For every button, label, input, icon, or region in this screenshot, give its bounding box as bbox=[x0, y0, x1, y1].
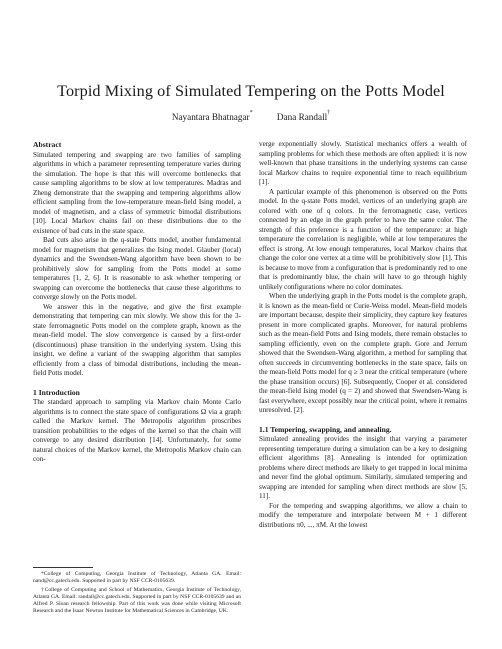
author-2 bbox=[277, 112, 330, 122]
footnote-1: *College of Computing, Georgia Institute of Technology, Atlanta GA. Email: nand@cc.gatech.edu. Supported in part by NSF CCR-0105639. bbox=[33, 571, 241, 585]
right-paragraph-2: A particular example of this phenomenon is observed on the Potts model. In the q-state Potts model, vertices of an underlying graph are colored with one of q colors. In the ferromagnetic case, vertices connected by an edge in the graph prefer to have the same color. The strength of this preference is a function of the temperature: at high temperature the correlation is negligible, while at low temperatures the effect is strong. At low enough temperatures, local Markov chains that change the color one vertex at a time will be prohibitively slow [1]. This is because to move from a configuration that is predominantly red to one that is predominantly blue, the chain will have to go through highly unlikely configurations where no color dominates. bbox=[259, 187, 467, 291]
right-paragraph-3: When the underlying graph in the Potts model is the complete graph, it is known as the mean-field or Curie-Weiss model. Mean-field models are important because, despite their simplicity, they capture key features present in more complicated graphs. Moreover, for natural problems such as the mean-field Potts and Ising models, there remain obstacles to sampling efficiently, even on the complete graph. Gore and Jerrum showed that the Swendsen-Wang algorithm, a method for sampling that often succeeds in circumventing bottlenecks in the state space, fails on the mean-field Potts model for q ≥ 3 near the critical temperature (where the phase transition occurs) [6]. Subsequently, Cooper et al. considered the mean-field Ising model (q = 2) and showed that Swendsen-Wang is fast everywhere, except possibly near the critical point, where it remains unresolved. [2]. bbox=[259, 292, 467, 414]
paper-title: Torpid Mixing of Simulated Tempering on the Potts Model bbox=[57, 82, 445, 100]
left-column bbox=[33, 140, 241, 465]
author-1 bbox=[172, 112, 253, 122]
author-2-name: Dana Randall bbox=[276, 112, 328, 122]
author-1-name: Nayantara Bhatnagar bbox=[171, 112, 250, 122]
author-list bbox=[0, 112, 502, 122]
abstract-heading: Abstract bbox=[33, 140, 62, 149]
abstract-paragraph-1: Simulated tempering and swapping are two families of sampling algorithms in which a parameter representing temperature varies during the simulation. The hope is that this will overcome bottlenecks that cause sampling algorithms to be slow at low temperatures. Madras and Zheng demonstrate that the swapping and tempering algorithms allow efficient sampling from the low-temperature mean-field Ising model, a model of magnetism, and a class of symmetric bimodal distributions [10]. Local Markov chains fail on these distributions due to the existence of bad cuts in the state space. bbox=[33, 150, 241, 235]
right-paragraph-4: Simulated annealing provides the insight that varying a parameter representing temperature during a simulation can be a key to designing efficient algorithms [8]. Annealing is intended for optimization problems where direct methods are likely to get trapped in local minima and never find the global optimum. Similarly, simulated tempering and swapping are intended for sampling when direct methods are slow [5, 11]. bbox=[259, 435, 467, 500]
section-heading-introduction: 1 Introduction bbox=[33, 387, 80, 397]
right-column bbox=[259, 140, 467, 530]
author-2-mark: † bbox=[327, 110, 331, 116]
footnotes bbox=[33, 571, 241, 617]
abstract-paragraph-2: Bad cuts also arise in the q-state Potts model, another fundamental model for magnetism that generalizes the Ising model. Glauber (local) dynamics and the Swendsen-Wang algorithm have been shown to be prohibitively slow for sampling from the Potts model at some temperatures [1, 2, 6]. It is reasonable to ask whether tempering or swapping can overcome the bottlenecks that cause these algorithms to converge slowly on the Potts model. bbox=[33, 236, 241, 301]
subsection-heading-tempering: 1.1 Tempering, swapping, and annealing. bbox=[259, 424, 392, 434]
footnote-rule bbox=[33, 567, 93, 568]
abstract-paragraph-3: We answer this in the negative, and give the first example demonstrating that tempering can mix slowly. We show this for the 3-state ferromagnetic Potts model on the complete graph, known as the mean-field model. The slow convergence is caused by a first-order (discontinuous) phase transition in the underlying system. Using this insight, we define a variant of the swapping algorithm that samples efficiently from a class of bimodal distributions, including the mean-field Potts model. bbox=[33, 302, 241, 377]
intro-paragraph-1: The standard approach to sampling via Markov chain Monte Carlo algorithms is to connect the state space of configurations Ω via a graph called the Markov kernel. The Metropolis algorithm proscribes transition probabilities to the edges of the kernel so that the chain will converge to any desired distribution [14]. Unfortunately, for some natural choices of the Markov kernel, the Metropolis Markov chain can con- bbox=[33, 398, 241, 463]
right-paragraph-5: For the tempering and swapping algorithms, we allow a chain to modify the temperature and interpolate between M + 1 different distributions π0, ..., πM. At the lowest bbox=[259, 501, 467, 529]
author-1-mark: * bbox=[249, 110, 253, 116]
footnote-2: †College of Computing and School of Mathematics, Georgia Institute of Technology, Atlanta GA. Email: randall@cc.gatech.edu. Supported in part by NSF CCR-0105639 and an Alfred P. Sloan research fellowship. Part of this work was done while visiting Microsoft Research and the Isaac Newton Institute for Mathematical Sciences in Cambridge, UK. bbox=[33, 586, 241, 615]
right-paragraph-1: verge exponentially slowly. Statistical mechanics offers a wealth of sampling problems for which these methods are often applied: it is now well-known that phase transitions in the underlying systems can cause local Markov chains to require exponential time to reach equilibrium [1]. bbox=[259, 140, 467, 186]
